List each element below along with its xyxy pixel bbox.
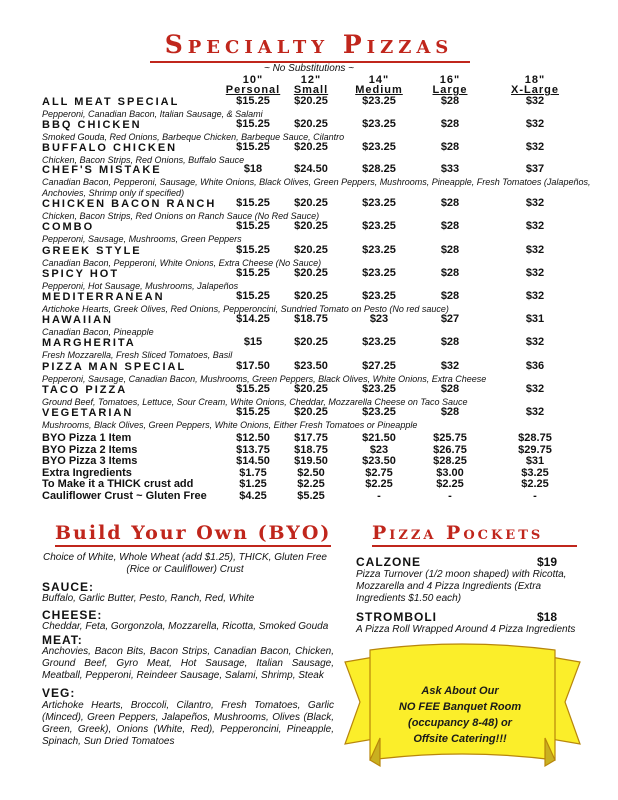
pizza-description: Artichoke Hearts, Greek Olives, Red Onions, Pepperoncini, Sundried Tomato on Pesto (No red sauce) [42, 304, 449, 314]
calzone-name: CALZONE [356, 555, 421, 569]
extra-price: $29.75 [518, 443, 552, 456]
pizza-price: $23.25 [362, 197, 396, 209]
pizza-price: $32 [525, 220, 545, 232]
pizza-price: $28 [440, 95, 460, 107]
banner-line-3: (occupancy 8-48) or [408, 717, 512, 729]
pizza-price: $15.25 [236, 95, 270, 107]
extra-name: To Make it a THICK crust add [42, 478, 194, 490]
pizza-price: $33 [440, 163, 460, 175]
pizza-price: $20.25 [294, 336, 328, 348]
pizza-price: $32 [525, 197, 545, 209]
pizza-name: PIZZA MAN SPECIAL [42, 361, 187, 373]
pizza-name: TACO PIZZA [42, 384, 128, 396]
pizza-price: $32 [525, 406, 545, 418]
byo-title-underline [55, 545, 331, 547]
extra-price: $1.75 [239, 466, 267, 479]
banner-line-1: Ask About Our [421, 685, 499, 697]
extra-price: $12.50 [236, 432, 270, 444]
extra-price: $18.75 [294, 443, 328, 456]
pizza-price: $28 [440, 267, 460, 279]
pizza-price: $23 [369, 313, 389, 325]
pizza-name: BBQ CHICKEN [42, 119, 142, 131]
pizza-price: $23.25 [362, 290, 396, 302]
size-inches: 10" [242, 74, 264, 86]
pizza-price: $20.25 [294, 383, 328, 395]
extra-price: - [448, 489, 452, 502]
pizza-price: $15.25 [236, 118, 270, 130]
size-column-header [495, 75, 575, 95]
pizza-price: $28 [440, 336, 460, 348]
pizza-price: $15.25 [236, 141, 270, 153]
pizza-price: $32 [440, 360, 460, 372]
meat-items: Anchovies, Bacon Bits, Bacon Strips, Canadian Bacon, Chicken, Ground Beef, Gyro Meat, Hot Sausage, Italian Sausage, Meatball, Pepperoni, Reindeer Sausage, Salami, Shrimp, Steak [42, 646, 334, 681]
pizza-name: CHEF'S MISTAKE [42, 164, 162, 176]
extra-price: - [377, 489, 381, 502]
size-label: X-Large [511, 84, 559, 96]
pizza-description: Pepperoni, Hot Sausage, Mushrooms, Jalapeños [42, 281, 239, 291]
stromboli-desc: A Pizza Roll Wrapped Around 4 Pizza Ingredients [356, 624, 576, 635]
pizza-price: $28 [440, 290, 460, 302]
pizza-price: $20.25 [294, 220, 328, 232]
extra-name: BYO Pizza 1 Item [42, 432, 132, 444]
extra-price: $28.75 [518, 432, 552, 444]
extra-price: $2.25 [436, 478, 464, 490]
pizza-price: $28 [440, 220, 460, 232]
pizza-price: $15.25 [236, 220, 270, 232]
extra-name: BYO Pizza 2 Items [42, 443, 138, 456]
pizza-description: Fresh Mozzarella, Fresh Sliced Tomatoes, Basil [42, 350, 233, 360]
size-inches: 14" [368, 74, 390, 86]
pizza-price: $15.25 [236, 383, 270, 395]
pizza-price: $20.25 [294, 244, 328, 256]
pizza-price: $27.25 [362, 360, 396, 372]
extra-price: $31 [525, 455, 545, 467]
pizza-price: $20.25 [294, 95, 328, 107]
size-inches: 16" [439, 74, 461, 86]
pizza-price: $23.25 [362, 118, 396, 130]
veg-title: VEG: [42, 686, 76, 700]
pizza-name: ALL MEAT SPECIAL [42, 96, 180, 108]
pizza-description: Canadian Bacon, Pineapple [42, 327, 154, 337]
pizza-price: $15.25 [236, 267, 270, 279]
extra-price: $2.25 [365, 478, 393, 490]
extra-price: $3.00 [436, 466, 464, 479]
pizza-description: Canadian Bacon, Pepperoni, White Onions, Extra Cheese (No Sauce) [42, 258, 322, 268]
pizza-name: VEGETARIAN [42, 407, 134, 419]
pizza-price: $20.25 [294, 118, 328, 130]
extra-name: Extra Ingredients [42, 466, 132, 479]
pizza-price: $32 [525, 290, 545, 302]
pizza-description-cont: Anchovies, Shrimp only if specified) [42, 188, 185, 198]
pizza-price: $31 [525, 313, 545, 325]
pizza-price: $27 [440, 313, 460, 325]
pizza-price: $28 [440, 244, 460, 256]
pizza-price: $32 [525, 383, 545, 395]
extra-price: $4.25 [239, 489, 267, 502]
pizza-price: $14.25 [236, 313, 270, 325]
extra-price: $28.25 [433, 455, 467, 467]
pizza-price: $15.25 [236, 244, 270, 256]
calzone-price: $19 [537, 555, 558, 569]
pizza-price: $32 [525, 141, 545, 153]
banner-line-4: Offsite Catering!!! [413, 733, 507, 745]
pizza-price: $23.50 [294, 360, 328, 372]
pizza-name: MEDITERRANEAN [42, 291, 165, 303]
pizza-name: SPICY HOT [42, 268, 120, 280]
pizza-name: BUFFALO CHICKEN [42, 142, 178, 154]
extra-name: BYO Pizza 3 Items [42, 455, 138, 467]
byo-intro: Choice of White, Whole Wheat (add $1.25), THICK, Gluten Free (Rice or Cauliflower) Crust [42, 552, 327, 575]
extra-price: $1.25 [239, 478, 267, 490]
extra-price: $3.25 [521, 466, 549, 479]
pizza-price: $24.50 [294, 163, 328, 175]
pizza-price: $20.25 [294, 290, 328, 302]
size-label: Medium [355, 84, 403, 96]
pizza-price: $28 [440, 406, 460, 418]
extra-name: Cauliflower Crust ~ Gluten Free [42, 489, 207, 502]
pizza-price: $32 [525, 95, 545, 107]
pizza-description: Chicken, Bacon Strips, Red Onions, Buffalo Sauce [42, 155, 245, 165]
pizza-price: $23.25 [362, 383, 396, 395]
pizza-price: $23.25 [362, 336, 396, 348]
pizza-price: $23.25 [362, 244, 396, 256]
extra-price: $25.75 [433, 432, 467, 444]
pizza-description: Pepperoni, Sausage, Mushrooms, Green Peppers [42, 234, 242, 244]
extra-price: $14.50 [236, 455, 270, 467]
extra-price: $2.25 [521, 478, 549, 490]
pizza-name: HAWAIIAN [42, 314, 113, 326]
pizza-description: Pepperoni, Canadian Bacon, Italian Sausage, & Salami [42, 109, 263, 119]
calzone-desc: Pizza Turnover (1/2 moon shaped) with Ricotta, Mozzarella and 4 Pizza Ingredients (Extra Ingredients $1.50 each) [356, 569, 567, 604]
pizza-price: $15.25 [236, 197, 270, 209]
pizza-price: $28 [440, 118, 460, 130]
size-inches: 12" [300, 74, 322, 86]
pizza-price: $18 [243, 163, 263, 175]
extra-price: $13.75 [236, 443, 270, 456]
pizza-price: $20.25 [294, 197, 328, 209]
size-label: Small [293, 84, 329, 96]
pizza-price: $28 [440, 197, 460, 209]
extra-price: $2.50 [297, 466, 325, 479]
pizza-price: $15.25 [236, 406, 270, 418]
size-column-header [410, 75, 490, 95]
byo-title: Build Your Own (BYO) [55, 522, 332, 544]
extra-price: $5.25 [297, 489, 325, 502]
extra-price: $2.75 [365, 466, 393, 479]
pizza-price: $32 [525, 118, 545, 130]
pizza-price: $37 [525, 163, 545, 175]
pizza-price: $15.25 [236, 290, 270, 302]
size-label: Large [432, 84, 468, 96]
size-label: Personal [225, 84, 281, 96]
sauce-items: Buffalo, Garlic Butter, Pesto, Ranch, Red, White [42, 593, 255, 604]
pizza-price: $36 [525, 360, 545, 372]
pizza-price: $23.25 [362, 406, 396, 418]
banner-line-2: NO FEE Banquet Room [398, 701, 522, 713]
pizza-description: Ground Beef, Tomatoes, Lettuce, Sour Cream, White Onions, Cheddar, Mozzarella Cheese on Taco Sauce [42, 397, 468, 407]
pizza-price: $32 [525, 244, 545, 256]
pizza-price: $23.25 [362, 141, 396, 153]
specialty-pizzas-title: Specialty Pizzas [164, 30, 454, 59]
pizza-price: $23.25 [362, 220, 396, 232]
size-column-header [339, 75, 419, 95]
cheese-items: Cheddar, Feta, Gorgonzola, Mozzarella, Ricotta, Smoked Gouda [42, 621, 329, 632]
pizza-price: $18.75 [294, 313, 328, 325]
no-substitutions-note: ~ No Substitutions ~ [263, 63, 355, 74]
pizza-price: $20.25 [294, 406, 328, 418]
pizza-price: $23.25 [362, 267, 396, 279]
pizza-name: GREEK STYLE [42, 245, 142, 257]
banquet-banner-text [390, 683, 530, 747]
pizza-price: $32 [525, 267, 545, 279]
pizza-price: $28.25 [362, 163, 396, 175]
pizza-description: Chicken, Bacon Strips, Red Onions on Ranch Sauce (No Red Sauce) [42, 211, 320, 221]
pizza-description: Smoked Gouda, Red Onions, Barbeque Chicken, Barbeque Sauce, Cilantro [42, 132, 345, 142]
stromboli-price: $18 [537, 610, 558, 624]
extra-price: $23.50 [362, 455, 396, 467]
pizza-price: $23.25 [362, 95, 396, 107]
pizza-price: $28 [440, 141, 460, 153]
pizza-price: $15 [243, 336, 263, 348]
size-inches: 18" [524, 74, 546, 86]
sauce-title: SAUCE: [42, 580, 95, 594]
pizza-description: Mushrooms, Black Olives, Green Peppers, White Onions, Either Fresh Tomatoes or Pineapple [42, 420, 418, 430]
extra-price: - [533, 489, 537, 502]
cheese-title: CHEESE: [42, 608, 103, 622]
stromboli-name: STROMBOLI [356, 610, 437, 624]
extra-price: $17.75 [294, 432, 328, 444]
pizza-pockets-title: Pizza Pockets [372, 522, 544, 544]
extra-price: $21.50 [362, 432, 396, 444]
pizza-name: COMBO [42, 221, 95, 233]
extra-price: $2.25 [297, 478, 325, 490]
extra-price: $26.75 [433, 443, 467, 456]
extra-price: $23 [369, 443, 389, 456]
pizza-price: $32 [525, 336, 545, 348]
pizza-description: Pepperoni, Sausage, Canadian Bacon, Mushrooms, Green Peppers, Black Olives, White Onions, Extra Cheese [42, 374, 487, 384]
meat-title: MEAT: [42, 633, 83, 647]
pizza-name: MARGHERITA [42, 337, 136, 349]
pizza-pockets-underline [372, 545, 577, 547]
pizza-price: $28 [440, 383, 460, 395]
pizza-price: $17.50 [236, 360, 270, 372]
pizza-price: $20.25 [294, 141, 328, 153]
pizza-price: $20.25 [294, 267, 328, 279]
veg-items: Artichoke Hearts, Broccoli, Cilantro, Fresh Tomatoes, Garlic (Minced), Green Peppers, Jalapeños, Mushrooms, Olives (Black, Green, Greek), Onions (White, Red), Pepperoncini, Pineapple, Spinach, Sun Dried Tomatoes [42, 700, 334, 747]
pizza-name: CHICKEN BACON RANCH [42, 198, 217, 210]
extra-price: $19.50 [294, 455, 328, 467]
pizza-description: Canadian Bacon, Pepperoni, Sausage, White Onions, Black Olives, Green Peppers, Mushrooms, Pineapple, Fresh Tomatoes (Jalapeños, [42, 177, 591, 187]
